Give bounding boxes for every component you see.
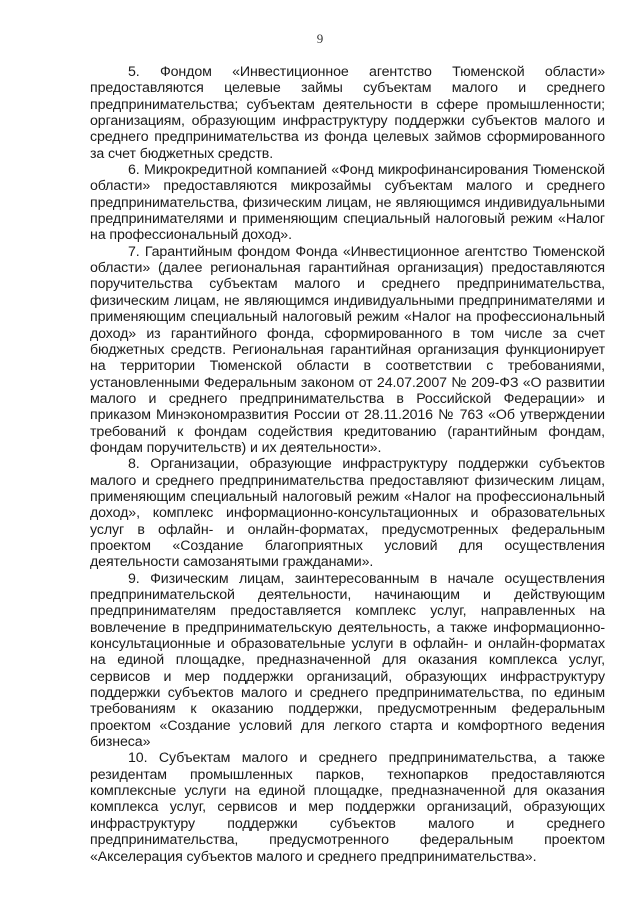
- paragraph-5: 5. Фондом «Инвестиционное агентство Тюменской области» предоставляются целевые займы субъектам малого и среднего предпринимательства; субъектам деятельности в сфере промышленности; организациям, образующим инфраструктуру поддержки субъектов малого и среднего предпринимательства из фонда целевых займов сформированного за счет бюджетных средств.: [90, 64, 605, 162]
- paragraph-9: 9. Физическим лицам, заинтересованным в начале осуществления предпринимательской деятельности, начинающим и действующим предпринимателям предоставляется комплекс услуг, направленных на вовлечение в предпринимательскую деятельность, а также информационно-консультационные и образовательные услуги в офлайн- и онлайн-форматах на единой площадке, предназначенной для оказания комплекса услуг, сервисов и мер поддержки организаций, образующих инфраструктуру поддержки субъектов малого и среднего предпринимательства, по единым требованиям к оказанию поддержки, предусмотренным федеральным проектом «Создание условий для легкого старта и комфортного ведения бизнеса»: [90, 570, 605, 751]
- page-number: 9: [316, 31, 324, 46]
- paragraph-6: 6. Микрокредитной компанией «Фонд микрофинансирования Тюменской области» предоставляются микрозаймы субъектам малого и среднего предпринимательства, физическим лицам, не являющимся индивидуальными предпринимателями и применяющим специальный налоговый режим «Налог на профессиональный доход».: [90, 162, 605, 244]
- paragraph-8: 8. Организации, образующие инфраструктуру поддержки субъектов малого и среднего предпринимательства предоставляют физическим лицам, применяющим специальный налоговый режим «Налог на профессиональный доход», комплекс информационно-консультационных и образовательных услуг в офлайн- и онлайн-форматах, предусмотренных федеральным проектом «Создание благоприятных условий для осуществления деятельности самозанятыми гражданами».: [90, 456, 605, 571]
- document-body: [90, 64, 605, 865]
- paragraph-7: 7. Гарантийным фондом Фонда «Инвестиционное агентство Тюменской области» (далее региональная гарантийная организация) предоставляются поручительства субъектам малого и среднего предпринимательства, физическим лицам, не являющимся индивидуальными предпринимателями и применяющим специальный налоговый режим «Налог на профессиональный доход» из гарантийного фонда, сформированного в том числе за счет бюджетных средств. Региональная гарантийная организация функционирует на территории Тюменской области в соответствии с требованиями, установленными Федеральным законом от 24.07.2007 № 209-ФЗ «О развитии малого и среднего предпринимательства в Российской Федерации» и приказом Минэкономразвития России от 28.11.2016 № 763 «Об утверждении требований к фондам содействия кредитованию (гарантийным фондам, фондам поручительств) и их деятельности».: [90, 243, 605, 456]
- paragraph-10: 10. Субъектам малого и среднего предпринимательства, а также резидентам промышленных парков, технопарков предоставляются комплексные услуги на единой площадке, предназначенной для оказания комплекса услуг, сервисов и мер поддержки организаций, образующих инфраструктуру поддержки субъектов малого и среднего предпринимательства, предусмотренного федеральным проектом «Акселерация субъектов малого и среднего предпринимательства».: [90, 750, 605, 865]
